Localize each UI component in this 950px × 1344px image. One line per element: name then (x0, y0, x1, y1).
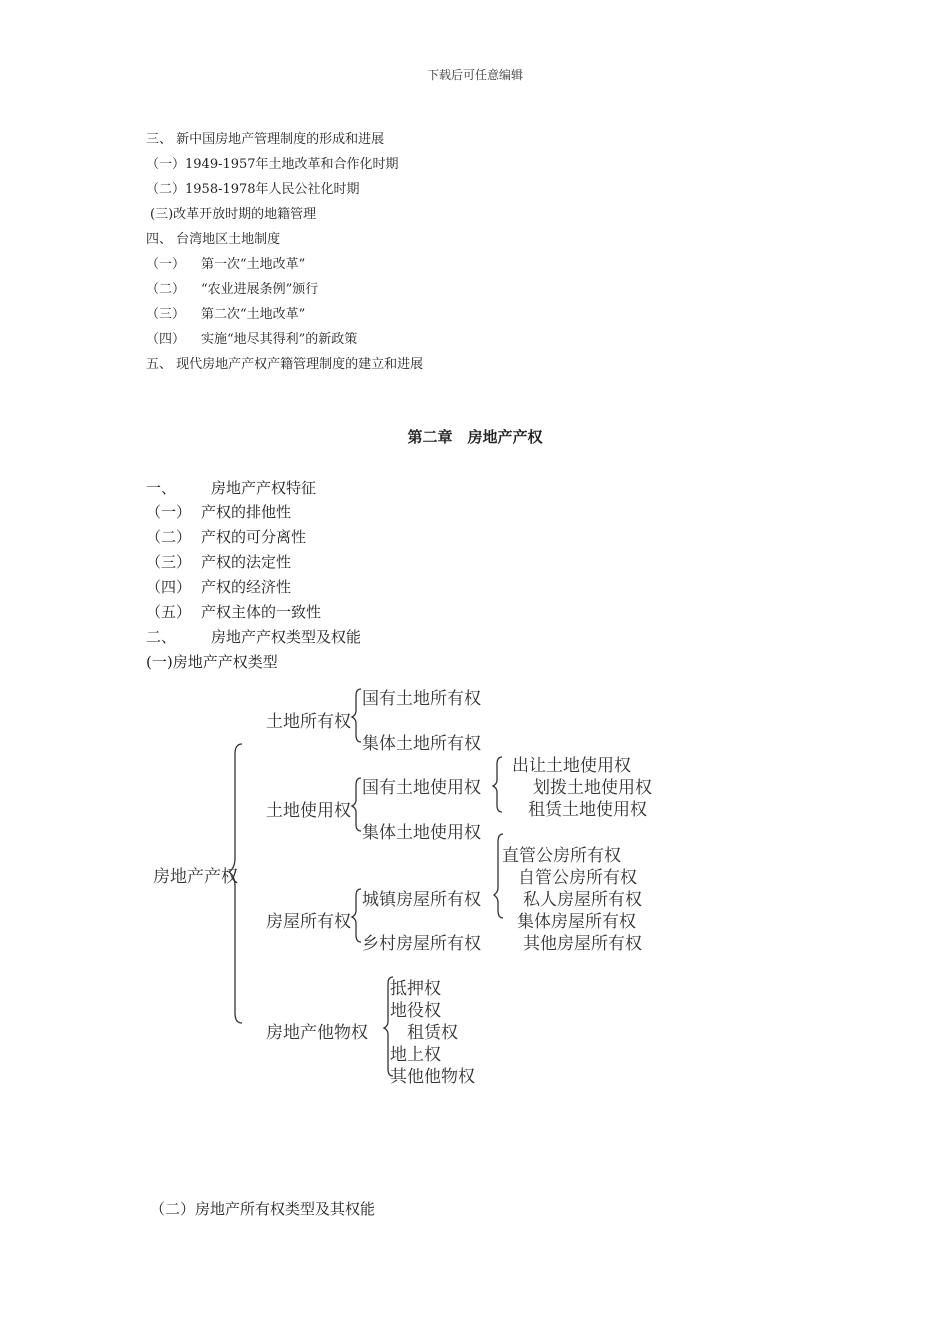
section4-item-1-text: 第一次“土地改革” (201, 257, 306, 272)
part1-item-4-text: 产权的经济性 (201, 578, 292, 596)
section4-heading: 四、 台湾地区土地制度 (146, 232, 281, 247)
section4-item-2-num: （二） (146, 282, 186, 297)
rural-house-ownership: 乡村房屋所有权 (362, 934, 481, 954)
house-ownership-node: 房屋所有权 (266, 912, 351, 932)
section4-item-3-num: （三） (146, 307, 186, 322)
part2-subheading-1: (一)房地产产权类型 (146, 653, 278, 671)
urban-house-ownership-node: 城镇房屋所有权 (362, 890, 481, 910)
collective-housing: 集体房屋所有权 (517, 912, 636, 932)
part2-number: 二、 (146, 628, 177, 646)
private-housing: 私人房屋所有权 (523, 890, 642, 910)
section3-item-1: （一）1949-1957年土地改革和合作化时期 (146, 157, 399, 172)
section4-item-4-text: 实施“地尽其得利”的新政策 (201, 332, 358, 347)
land-use-node: 土地使用权 (266, 801, 351, 821)
collective-land-use: 集体土地使用权 (362, 823, 481, 843)
part1-item-5-text: 产权主体的一致性 (201, 603, 322, 621)
part1-number: 一、 (146, 479, 177, 497)
section4-item-4-num: （四） (146, 332, 186, 347)
transferred-land-use: 出让土地使用权 (512, 756, 631, 776)
other-housing: 其他房屋所有权 (523, 934, 642, 954)
section4-item-2-text: “农业进展条例”颁行 (201, 282, 319, 297)
part1-item-4-num: （四） (146, 578, 192, 596)
other-real-right: 其他他物权 (390, 1067, 475, 1087)
diagram-root: 房地产产权 (153, 867, 238, 887)
part1-item-2-num: （二） (146, 528, 192, 546)
part1-item-3-text: 产权的法定性 (201, 553, 292, 571)
part1-item-5-num: （五） (146, 603, 192, 621)
other-real-rights-node: 房地产他物权 (266, 1023, 368, 1043)
chapter-title: 第二章 房地产产权 (407, 428, 543, 446)
allocated-land-use: 划拨土地使用权 (533, 778, 652, 798)
section3-item-2: （二）1958-1978年人民公社化时期 (146, 182, 360, 197)
section4-item-1-num: （一） (146, 257, 186, 272)
leased-land-use: 租赁土地使用权 (528, 800, 647, 820)
surface-right: 地上权 (390, 1045, 441, 1065)
collective-land-ownership: 集体土地所有权 (362, 734, 481, 754)
mortgage-right: 抵押权 (390, 979, 441, 999)
directly-managed-public-housing: 直管公房所有权 (502, 846, 621, 866)
easement-right: 地役权 (390, 1001, 441, 1021)
page-header: 下载后可任意编辑 (426, 68, 523, 82)
part1-item-2-text: 产权的可分离性 (201, 528, 307, 546)
section3-heading: 三、 新中国房地产管理制度的形成和进展 (146, 132, 385, 147)
part2-heading: 房地产产权类型及权能 (211, 628, 362, 646)
section4-item-3-text: 第二次“土地改革” (201, 307, 306, 322)
lease-right: 租赁权 (407, 1023, 458, 1043)
state-land-ownership: 国有土地所有权 (362, 689, 481, 709)
land-ownership-node: 土地所有权 (266, 712, 351, 732)
state-land-use-node: 国有土地使用权 (362, 778, 481, 798)
part1-item-1-text: 产权的排他性 (201, 503, 292, 521)
part1-item-3-num: （三） (146, 553, 192, 571)
section3-item-3: (三)改革开放时期的地籍管理 (150, 207, 317, 222)
part1-item-1-num: （一） (146, 503, 192, 521)
part1-heading: 房地产产权特征 (211, 479, 317, 497)
part2-subheading-2: （二）房地产所有权类型及其权能 (150, 1200, 376, 1218)
section5-heading: 五、 现代房地产产权产籍管理制度的建立和进展 (146, 357, 424, 372)
self-managed-public-housing: 自管公房所有权 (518, 868, 637, 888)
